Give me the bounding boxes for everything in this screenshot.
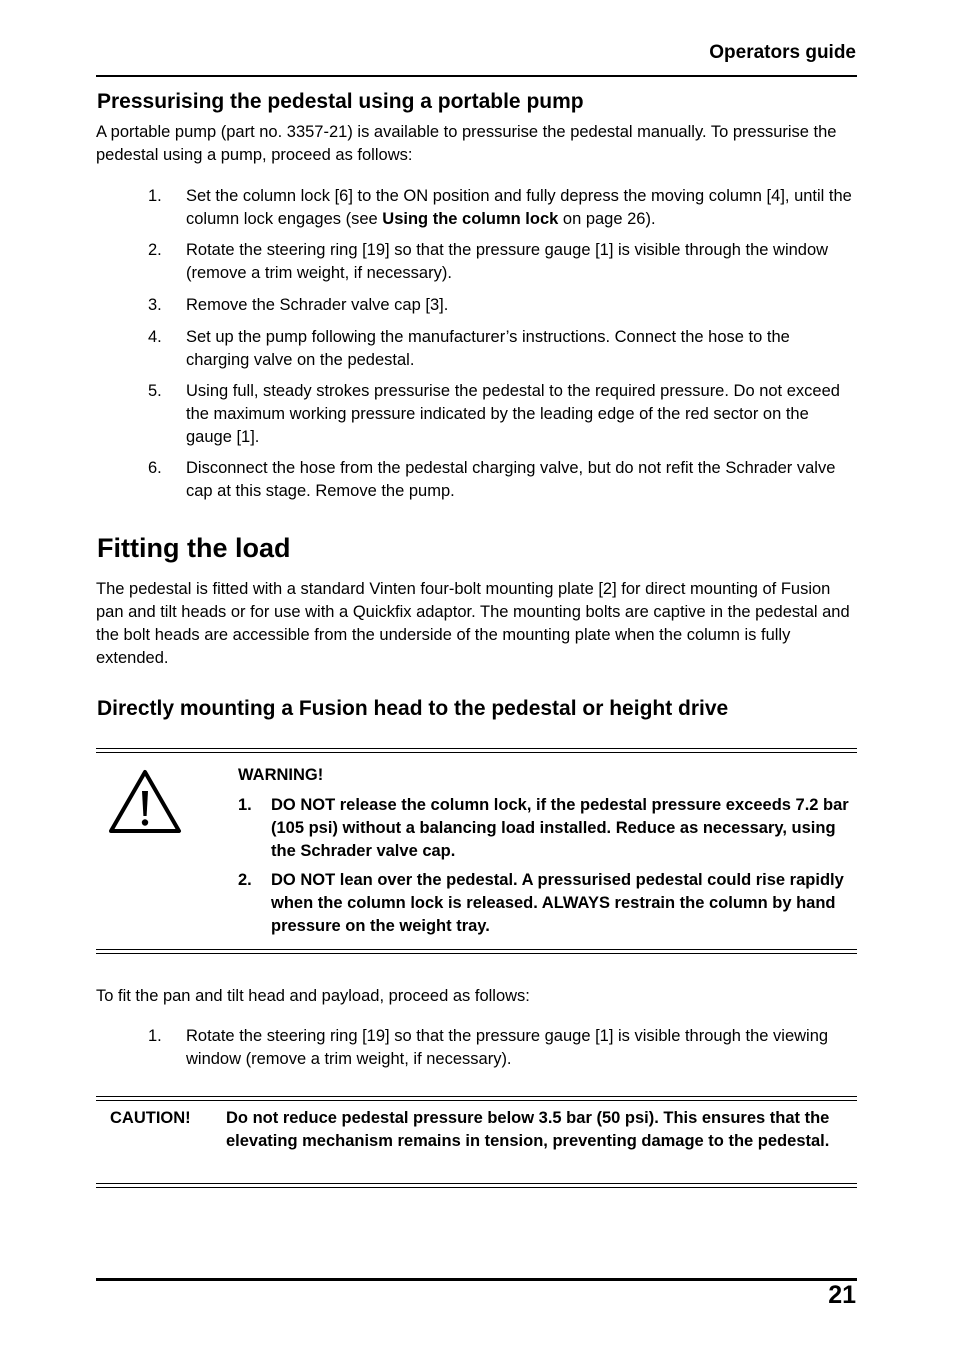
warning-item-number: 2. [238, 871, 252, 889]
caution-label: CAUTION! [110, 1109, 191, 1127]
step-text: Disconnect the hose from the pedestal charging valve, but do not refit the Schrader valve cap at this stage. Remove the pump. [186, 459, 836, 500]
step-number: 5. [148, 382, 162, 400]
page-number: 21 [828, 1281, 856, 1309]
fit-head-intro: To fit the pan and tilt head and payload, proceed as follows: [96, 987, 530, 1005]
step-text: Remove the Schrader valve cap [3]. [186, 296, 449, 314]
caution-text: Do not reduce pedestal pressure below 3.5 bar (50 psi). This ensures that the elevating mechanism remains in tension, preventing damage to the pedestal. [226, 1109, 830, 1150]
footer-rule [96, 1278, 857, 1281]
step-number: 4. [148, 328, 162, 346]
section-intro-fitting-load: The pedestal is fitted with a standard Vinten four-bolt mounting plate [2] for direct mounting of Fusion pan and tilt heads or for use with a Quickfix adaptor. The mounting bolts are captive in the pedestal and the bolt heads are accessible from the underside of the mounting plate when the column is fully extended. [96, 580, 850, 667]
step-text: Set the column lock [6] to the ON position and fully depress the moving column [4], until the column lock engages (see Using the column lock on page 26). [186, 187, 852, 228]
section-heading-fitting-load: Fitting the load [97, 533, 291, 563]
running-header: Operators guide [709, 42, 856, 63]
step-number: 6. [148, 459, 162, 477]
section-intro-portable-pump: A portable pump (part no. 3357-21) is available to pressurise the pedestal manually. To pressurise the pedestal using a pump, proceed as follows: [96, 123, 837, 164]
step-number: 2. [148, 241, 162, 259]
step-number: 3. [148, 296, 162, 314]
section-heading-portable-pump: Pressurising the pedestal using a portable pump [97, 90, 584, 113]
warning-item-number: 1. [238, 796, 252, 814]
warning-top-rule [96, 748, 857, 753]
caution-top-rule [96, 1096, 857, 1101]
warning-item-text: DO NOT lean over the pedestal. A pressurised pedestal could rise rapidly when the column lock is released. ALWAYS restrain the column by hand pressure on the weight tray. [271, 871, 844, 935]
warning-triangle-icon [108, 767, 182, 835]
warning-item-text: DO NOT release the column lock, if the pedestal pressure exceeds 7.2 bar (105 psi) without a balancing load installed. Reduce as necessary, using the Schrader valve cap. [271, 796, 849, 860]
step-text: Rotate the steering ring [19] so that the pressure gauge [1] is visible through the viewing window (remove a trim weight, if necessary). [186, 1027, 829, 1068]
step-text: Using full, steady strokes pressurise the pedestal to the required pressure. Do not exceed the maximum working pressure indicated by the leading edge of the red sector on the gauge [1]. [186, 382, 840, 446]
step-text: Set up the pump following the manufacturer’s instructions. Connect the hose to the charging valve on the pedestal. [186, 328, 790, 369]
cross-reference-link-text: Using the column lock [382, 210, 559, 228]
header-rule [96, 75, 857, 77]
warning-label: WARNING! [238, 766, 324, 784]
caution-bottom-rule [96, 1183, 857, 1188]
step-number: 1. [148, 187, 162, 205]
step-text: Rotate the steering ring [19] so that the pressure gauge [1] is visible through the window (remove a trim weight, if necessary). [186, 241, 829, 282]
warning-bottom-rule [96, 949, 857, 954]
section-heading-direct-mount: Directly mounting a Fusion head to the pedestal or height drive [97, 697, 729, 720]
step-number: 1. [148, 1027, 162, 1045]
